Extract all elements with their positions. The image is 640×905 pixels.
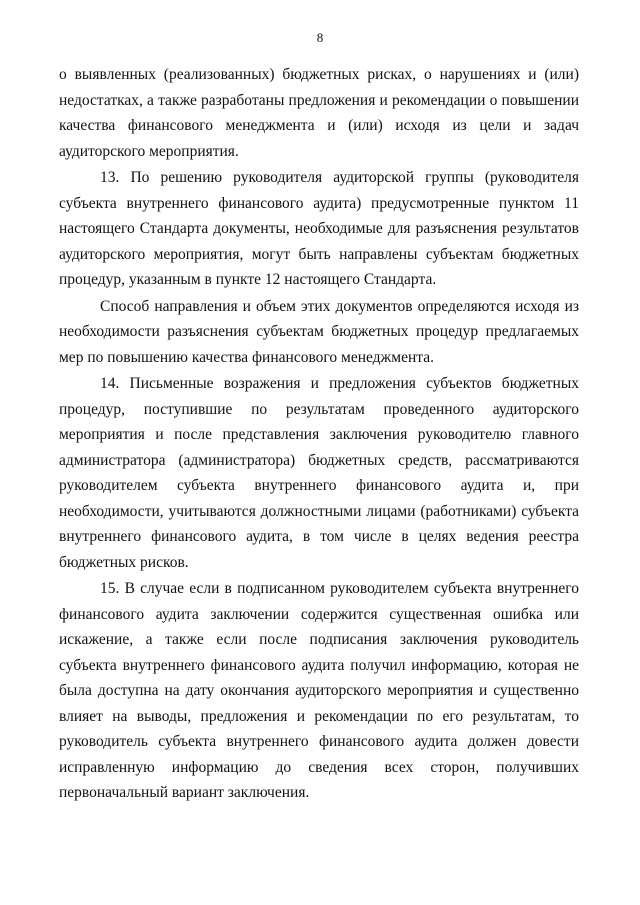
paragraph-method-of-sending: Способ направления и объем этих документов определяются исходя из необходимости разъяснения субъектам бюджетных процедур предлагаемых мер по повышению качества финансового менеджмента. [59, 297, 579, 366]
paragraph-continuation: о выявленных (реализованных) бюджетных рисках, о нарушениях и (или) недостатках, а также разработаны предложения и рекомендации о повышении качества финансового менеджмента и (или) исходя из цели и задач аудиторского мероприятия. [59, 66, 579, 160]
paragraph-item-13: 13. По решению руководителя аудиторской группы (руководителя субъекта внутреннего финансового аудита) предусмотренные пунктом 11 настоящего Стандарта документы, необходимые для разъяснения результатов аудиторского мероприятия, могут быть направлены субъектам бюджетных процедур, указанным в пункте 12 настоящего Стандарта. [59, 169, 579, 288]
paragraph-item-15: 15. В случае если в подписанном руководителем субъекта внутреннего финансового аудита заключении содержится существенная ошибка или искажение, а также если после подписания заключения руководитель субъекта внутреннего финансового аудита получил информацию, которая не была доступна на дату окончания аудиторского мероприятия и существенно влияет на выводы, предложения и рекомендации по его результатам, то руководитель субъекта внутреннего финансового аудита должен довести исправленную информацию до сведения всех сторон, получивших первоначальный вариант заключения. [59, 580, 579, 801]
paragraph-item-14: 14. Письменные возражения и предложения субъектов бюджетных процедур, поступившие по результатам проведенного аудиторского мероприятия и после представления заключения руководителю главного администратора (администратора) бюджетных средств, рассматриваются руководителем субъекта внутреннего финансового аудита и, при необходимости, учитываются должностными лицами (работниками) субъекта внутреннего финансового аудита, в том числе в целях ведения реестра бюджетных рисков. [59, 375, 579, 571]
page-number: 8 [316, 30, 324, 45]
document-body [59, 62, 579, 807]
